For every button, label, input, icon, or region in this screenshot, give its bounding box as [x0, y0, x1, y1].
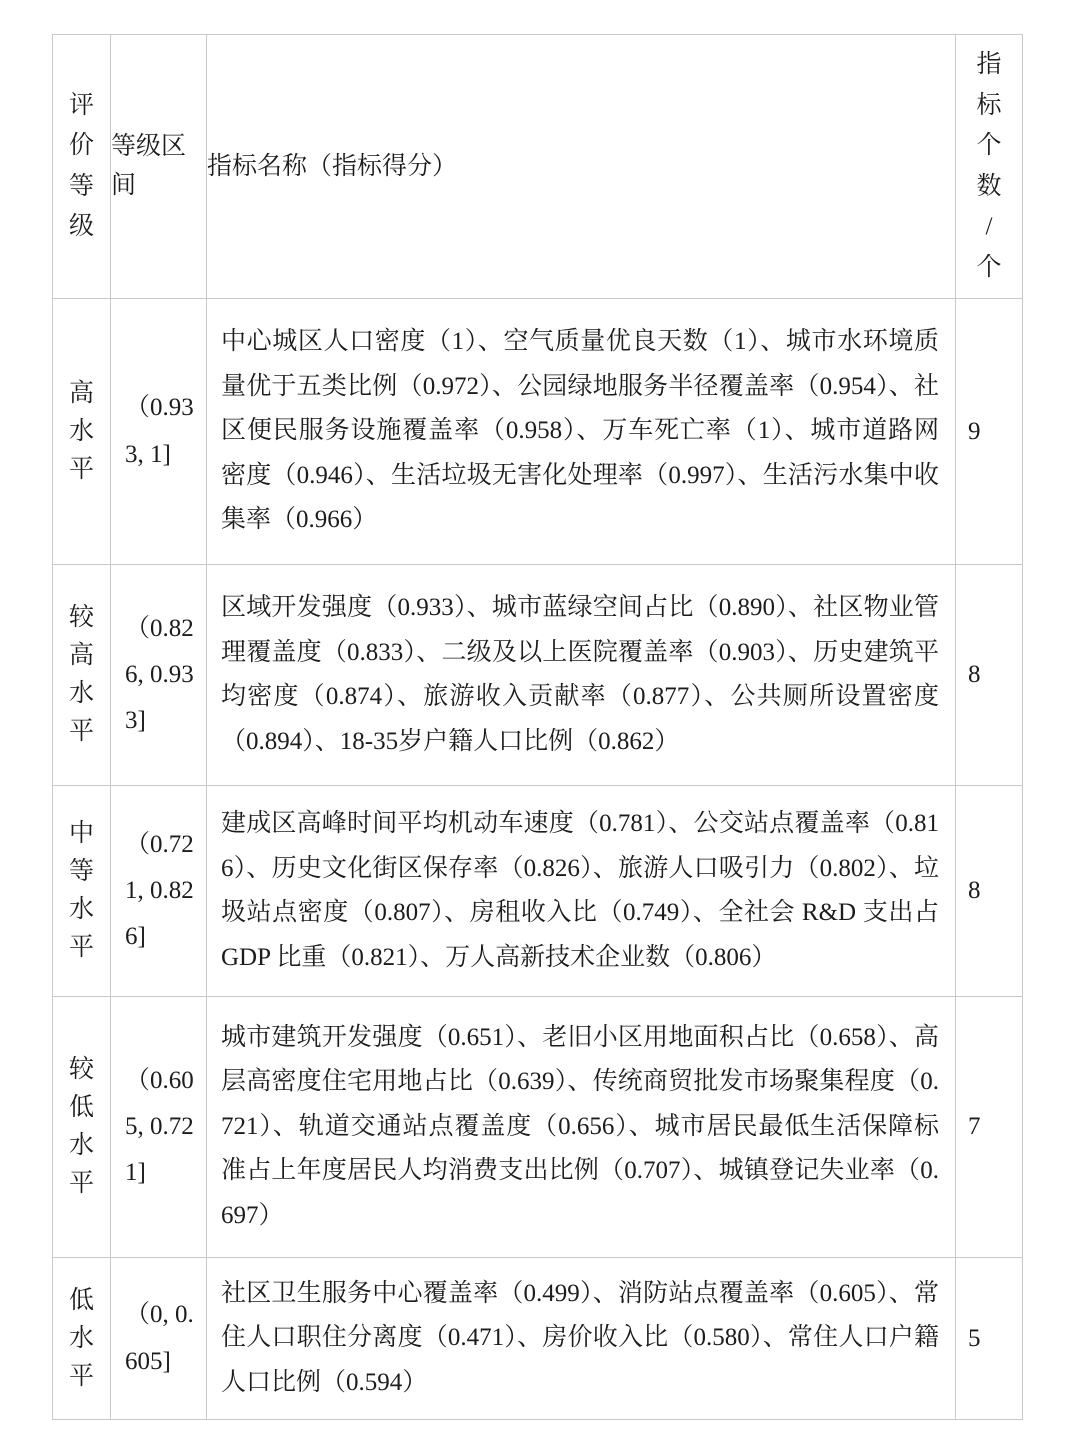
cell-interval [111, 299, 207, 565]
table-row [53, 299, 1023, 565]
header-cell-level [53, 35, 111, 299]
indicator-count-value: 7 [968, 1113, 981, 1140]
table-header-row [53, 35, 1023, 299]
indicator-names-text: 社区卫生服务中心覆盖率（0.499）、消防站点覆盖率（0.605）、常住人口职住分离度（0.471）、房价收入比（0.580）、常住人口户籍人口比例（0.594） [221, 1279, 939, 1396]
cell-interval [111, 997, 207, 1258]
cell-level [53, 1258, 111, 1420]
header-label-interval: 等级区间 [111, 132, 187, 199]
header-cell-names [207, 35, 956, 299]
interval-value: （0.721, 0.826] [125, 830, 194, 951]
level-label: 中 等 水 平 [68, 820, 94, 961]
indicator-count-value: 5 [968, 1324, 981, 1352]
header-cell-interval [111, 35, 207, 299]
cell-count [956, 1258, 1023, 1420]
indicator-names-text: 城市建筑开发强度（0.651）、老旧小区用地面积占比（0.658）、高层高密度住宅用地占比（0.639）、传统商贸批发市场聚集程度（0.721）、轨道交通站点覆盖度（0.656）、城市居民最低生活保障标准占上年度居民人均消费支出比例（0.707）、城镇登记失业率（0.697） [221, 1023, 939, 1229]
indicator-count-value: 8 [968, 877, 981, 904]
header-cell-count [956, 35, 1023, 299]
cell-indicator-names [207, 786, 956, 997]
cell-indicator-names [207, 565, 956, 786]
cell-level [53, 786, 111, 997]
level-label: 低 水 平 [68, 1286, 94, 1390]
cell-indicator-names [207, 1258, 956, 1420]
indicator-count-value: 8 [968, 661, 981, 688]
cell-level [53, 997, 111, 1258]
cell-level [53, 299, 111, 565]
header-label-names: 指标名称（指标得分） [207, 152, 458, 180]
cell-interval [111, 565, 207, 786]
cell-level [53, 565, 111, 786]
table-row [53, 565, 1023, 786]
cell-indicator-names [207, 997, 956, 1258]
indicator-names-text: 区域开发强度（0.933）、城市蓝绿空间占比（0.890）、社区物业管理覆盖度（0.833）、二级及以上医院覆盖率（0.903）、历史建筑平均密度（0.874）、旅游收入贡献率（0.877）、公共厕所设置密度（0.894）、18-35岁户籍人口比例（0.862） [221, 594, 939, 755]
evaluation-table-container [52, 34, 1022, 1420]
cell-interval [111, 786, 207, 997]
level-label: 较 高 水 平 [68, 604, 94, 745]
cell-count [956, 997, 1023, 1258]
interval-value: （0.826, 0.933] [125, 614, 194, 735]
interval-value: （0.605, 0.721] [125, 1066, 194, 1187]
interval-value: （0.933, 1] [125, 394, 194, 468]
interval-value: （0, 0.605] [125, 1301, 194, 1375]
cell-interval [111, 1258, 207, 1420]
table-row [53, 786, 1023, 997]
indicator-count-value: 9 [968, 417, 981, 445]
cell-count [956, 565, 1023, 786]
cell-count [956, 786, 1023, 997]
header-label-level: 评 价 等 级 [68, 91, 94, 240]
evaluation-level-table [52, 34, 1023, 1420]
level-label: 较 低 水 平 [68, 1056, 94, 1197]
table-row [53, 1258, 1023, 1420]
level-label: 高 水 平 [68, 379, 94, 483]
table-row [53, 997, 1023, 1258]
indicator-names-text: 中心城区人口密度（1）、空气质量优良天数（1）、城市水环境质量优于五类比例（0.972）、公园绿地服务半径覆盖率（0.954）、社区便民服务设施覆盖率（0.958）、万车死亡率（1）、城市道路网密度（0.946）、生活垃圾无害化处理率（0.997）、生活污水集中收集率（0.966） [221, 328, 939, 534]
cell-count [956, 299, 1023, 565]
cell-indicator-names [207, 299, 956, 565]
indicator-names-text: 建成区高峰时间平均机动车速度（0.781）、公交站点覆盖率（0.816）、历史文化街区保存率（0.826）、旅游人口吸引力（0.802）、垃圾站点密度（0.807）、房租收入比（0.749）、全社会 R&D 支出占 GDP 比重（0.821）、万人高新技术企业数（0.806） [221, 810, 939, 971]
header-label-count: 指 标 个 数 / 个 [976, 51, 1002, 281]
